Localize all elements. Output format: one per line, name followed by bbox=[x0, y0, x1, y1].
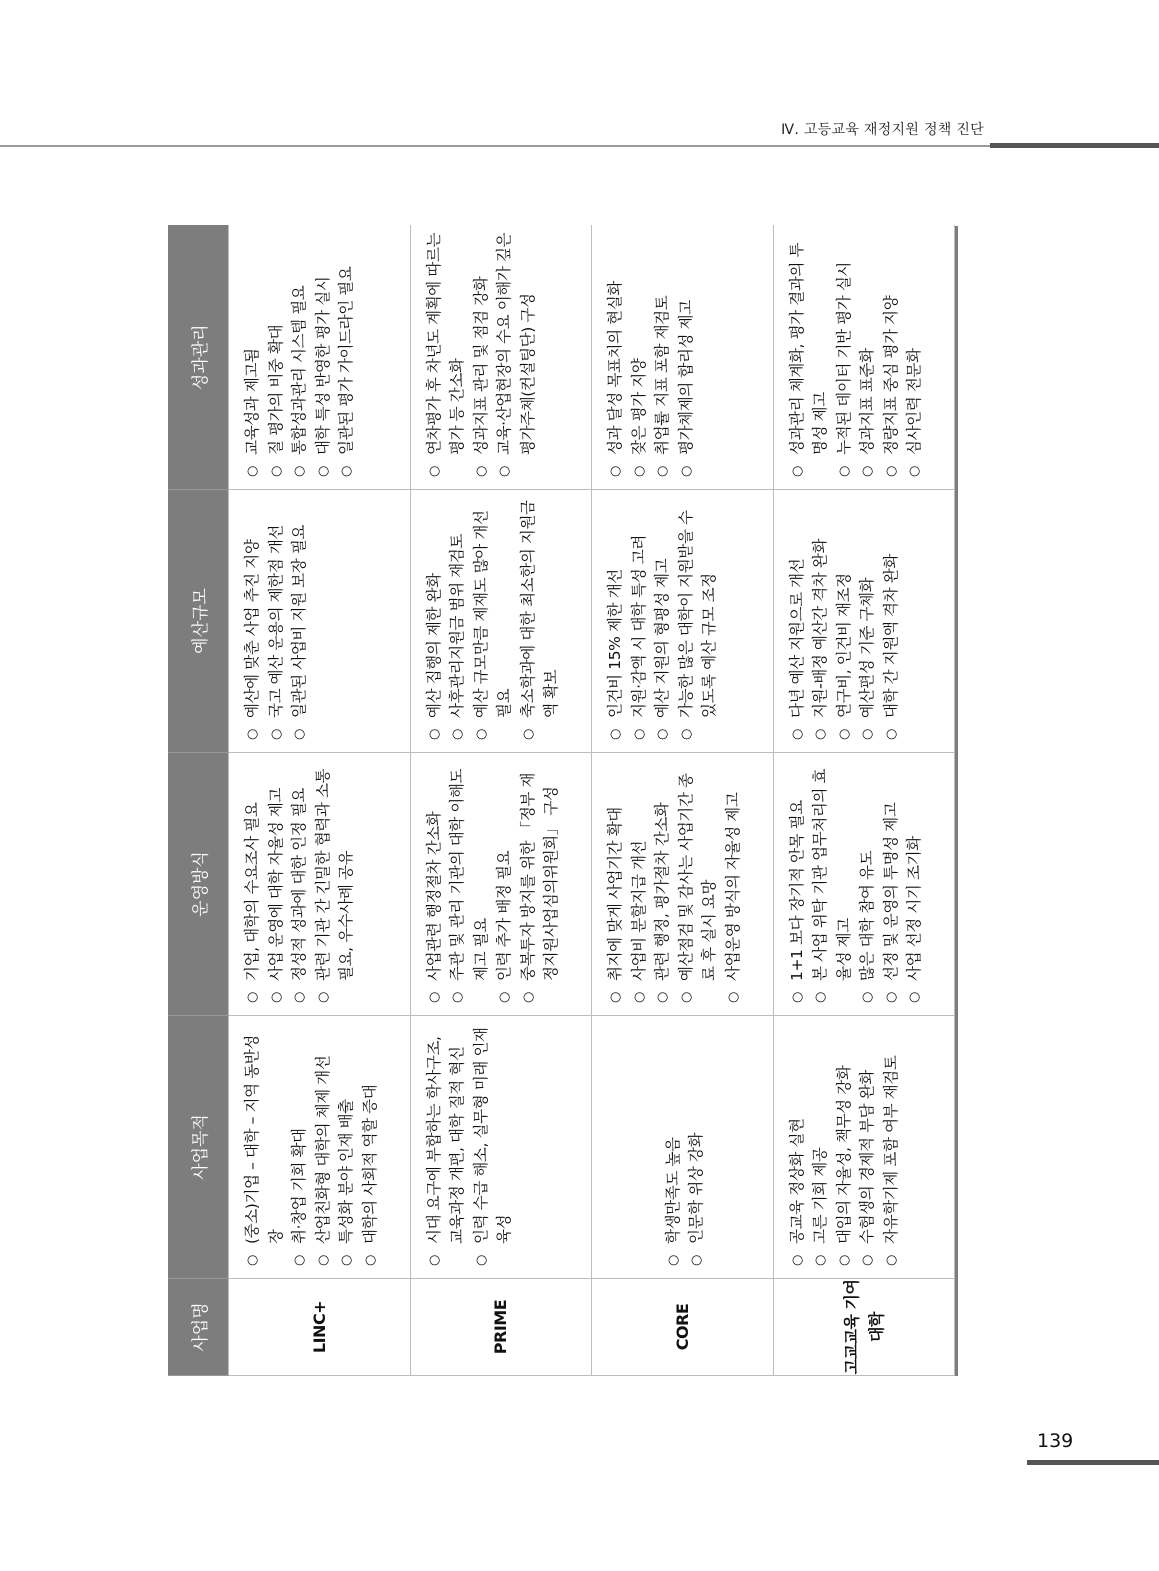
purpose-cell bbox=[229, 1016, 411, 1279]
list-item: ○ 일관된 사업비 지원 보장 필요 bbox=[288, 496, 312, 740]
list-item: ○ 수험생의 경제적 부담 완화 bbox=[856, 1022, 880, 1266]
list-item: ○ 공교육 정상화 실현 bbox=[786, 1022, 810, 1266]
list-item: ○ 정성적 성과에 대한 인정 필요 bbox=[288, 759, 312, 1003]
list-item: ○ 산업친화형 대학의 체제 개선 bbox=[312, 1022, 336, 1266]
list-item: ○ 취업률 지표 포함 재검토 bbox=[651, 232, 675, 478]
list-item: ○ 관련 기관 간 긴밀한 협력과 소통 필요, 우수사례 공유 bbox=[312, 759, 359, 1003]
list-item: ○ 예산 집행의 제한 완화 bbox=[423, 496, 447, 740]
operation-cell bbox=[229, 753, 411, 1016]
list-item: ○ 많은 대학 참여 유도 bbox=[856, 759, 880, 1003]
header-budget: 예산규모 bbox=[168, 490, 229, 753]
running-header: Ⅳ. 고등교육 재정지원 정책 진단 bbox=[781, 122, 984, 138]
list-item: ○ 연구비, 인건비 재조정 bbox=[833, 496, 857, 740]
list-item: ○ 성과관리 체계화, 평가 결과의 투명성 제고 bbox=[786, 232, 833, 478]
list-item: ○ 대학의 사회적 역할 증대 bbox=[359, 1022, 383, 1266]
list-item: ○ 예산편성 기준 구체화 bbox=[856, 496, 880, 740]
list-item: ○ 교육·산업현장의 수요 이해가 깊은 평가주체(컨설팅단) 구성 bbox=[493, 232, 540, 478]
list-item: ○ 축소학과에 대한 최소한의 지원금액 확보 bbox=[517, 496, 564, 740]
header-performance: 성과관리 bbox=[168, 226, 229, 490]
table-row-linc bbox=[229, 226, 411, 1376]
header-project-name: 사업명 bbox=[168, 1279, 229, 1376]
table-row-core bbox=[592, 226, 774, 1376]
project-name-cell: PRIME bbox=[410, 1279, 592, 1376]
list-item: ○ 지원·감액 시 대학 특성 고려 bbox=[628, 496, 652, 740]
list-item: ○ 가능한 많은 대학이 지원받을 수 있도록 예산 규모 조정 bbox=[675, 496, 722, 740]
list-item: ○ 대학 특성 반영한 평가 실시 bbox=[312, 232, 336, 478]
list-item: ○ 기업, 대학의 수요조사 필요 bbox=[241, 759, 265, 1003]
project-name-cell: LINC+ bbox=[229, 1279, 411, 1376]
list-item: ○ 예산 지원의 형평성 제고 bbox=[651, 496, 675, 740]
list-item: ○ 예산점검 및 감사는 사업기간 종료 후 실시 요망 bbox=[675, 759, 722, 1003]
list-item: ○ 사업 선정 시기 조기화 bbox=[903, 759, 927, 1003]
performance-cell bbox=[229, 226, 411, 490]
list-item: ○ 예산에 맞춘 사업 추진 지양 bbox=[241, 496, 265, 740]
list-item: ○ 잦은 평가 지양 bbox=[628, 232, 652, 478]
list-item: ○ 성과 달성 목표치의 현실화 bbox=[604, 232, 628, 478]
list-item: ○ 성과지표 표준화 bbox=[856, 232, 880, 478]
list-item: ○ 평가체제의 합리성 제고 bbox=[675, 232, 699, 478]
list-item: ○ 취·창업 기회 확대 bbox=[288, 1022, 312, 1266]
project-name-cell: CORE bbox=[592, 1279, 774, 1376]
list-item: ○ 인문학 위상 강화 bbox=[685, 1022, 709, 1266]
list-item: ○ 주관 및 관리 기관의 대학 이해도 제고 필요 bbox=[446, 759, 493, 1003]
rotated-table-frame bbox=[168, 226, 958, 1376]
list-item: ○ 다년 예산 지원으로 개선 bbox=[786, 496, 810, 740]
list-item: ○ 선정 및 운영의 투명성 제고 bbox=[880, 759, 904, 1003]
list-item: ○ 취지에 맞게 사업기간 확대 bbox=[604, 759, 628, 1003]
list-item: ○ 중복투자 방지를 위한 「정부 재정지원사업심의위원회」 구성 bbox=[517, 759, 564, 1003]
list-item: ○ (중소)기업 – 대학 – 지역 동반성장 bbox=[241, 1022, 288, 1266]
table-row-high-school-contribution bbox=[773, 226, 955, 1376]
list-item: ○ 인력 수급 해소, 실무형 미래 인재 육성 bbox=[470, 1022, 517, 1266]
header-rule-accent bbox=[990, 143, 1159, 148]
list-item: ○ 연차평가 후 차년도 계획에 따르는 평가 등 간소화 bbox=[423, 232, 470, 478]
list-item: ○ 인력 추가 배정 필요 bbox=[493, 759, 517, 1003]
list-item: ○ 자유학기제 포함 여부 재검토 bbox=[880, 1022, 904, 1266]
list-item: ○ 지원-배정 예산간 격차 완화 bbox=[809, 496, 833, 740]
list-item: ○ 정량지표 중심 평가 지양 bbox=[880, 232, 904, 478]
performance-cell bbox=[410, 226, 592, 490]
list-item: ○ 대입의 자율성, 책무성 강화 bbox=[833, 1022, 857, 1266]
policy-diagnosis-table bbox=[168, 226, 955, 1377]
list-item: ○ 교육성과 제고됨 bbox=[241, 232, 265, 478]
list-item: ○ 예산 규모만큼 제재도 많아 개선 필요 bbox=[470, 496, 517, 740]
header-rule bbox=[0, 145, 990, 147]
operation-cell bbox=[592, 753, 774, 1016]
list-item: ○ 특성화 분야 인재 배출 bbox=[335, 1022, 359, 1266]
purpose-cell bbox=[773, 1016, 955, 1279]
budget-cell bbox=[592, 490, 774, 753]
list-item: ○ 대학 간 지원액 격차 완화 bbox=[880, 496, 904, 740]
list-item: ○ 사후관리지원금 범위 재검토 bbox=[446, 496, 470, 740]
list-item: ○ 심사인력 전문화 bbox=[903, 232, 927, 478]
purpose-cell bbox=[410, 1016, 592, 1279]
list-item: ○ 사업 운영에 대학 자율성 제고 bbox=[265, 759, 289, 1003]
budget-cell bbox=[773, 490, 955, 753]
performance-cell bbox=[773, 226, 955, 490]
list-item: ○ 누적된 데이터 기반 평가 실시 bbox=[833, 232, 857, 478]
table-row-prime bbox=[410, 226, 592, 1376]
footer-rule bbox=[1027, 1460, 1159, 1465]
page-number: 139 bbox=[1037, 1430, 1074, 1452]
list-item: ○ 통합성과관리 시스템 필요 bbox=[288, 232, 312, 478]
performance-cell bbox=[592, 226, 774, 490]
list-item: ○ 시대 요구에 부합하는 학사구조, 교육과정 개편, 대학 질적 혁신 bbox=[423, 1022, 470, 1266]
list-item: ○ 질 평가의 비중 확대 bbox=[265, 232, 289, 478]
operation-cell bbox=[773, 753, 955, 1016]
purpose-cell bbox=[592, 1016, 774, 1279]
list-item: ○ 관련 행정, 평가절차 간소화 bbox=[651, 759, 675, 1003]
list-item: ○ 1+1 보다 장기적 안목 필요 bbox=[786, 759, 810, 1003]
list-item: ○ 본 사업 위탁 기관 업무처리의 효율성 제고 bbox=[809, 759, 856, 1003]
table-header-row bbox=[168, 226, 229, 1376]
list-item: ○ 인건비 15% 제한 개선 bbox=[604, 496, 628, 740]
list-item: ○ 학생만족도 높음 bbox=[662, 1022, 686, 1266]
rotated-table-container bbox=[168, 226, 955, 1376]
header-purpose: 사업목적 bbox=[168, 1016, 229, 1279]
budget-cell bbox=[410, 490, 592, 753]
header-operation: 운영방식 bbox=[168, 753, 229, 1016]
list-item: ○ 국고 예산 운용의 제한점 개선 bbox=[265, 496, 289, 740]
list-item: ○ 고른 기회 제공 bbox=[809, 1022, 833, 1266]
operation-cell bbox=[410, 753, 592, 1016]
list-item: ○ 성과지표 관리 및 점검 강화 bbox=[470, 232, 494, 478]
list-item: ○ 사업관련 행정절차 간소화 bbox=[423, 759, 447, 1003]
project-name-cell: 고교교육 기여대학 bbox=[773, 1279, 955, 1376]
list-item: ○ 사업비 분할지급 개선 bbox=[628, 759, 652, 1003]
budget-cell bbox=[229, 490, 411, 753]
list-item: ○ 사업운영 방식의 자율성 제고 bbox=[722, 759, 746, 1003]
list-item: ○ 일관된 평가 가이드라인 필요 bbox=[335, 232, 359, 478]
